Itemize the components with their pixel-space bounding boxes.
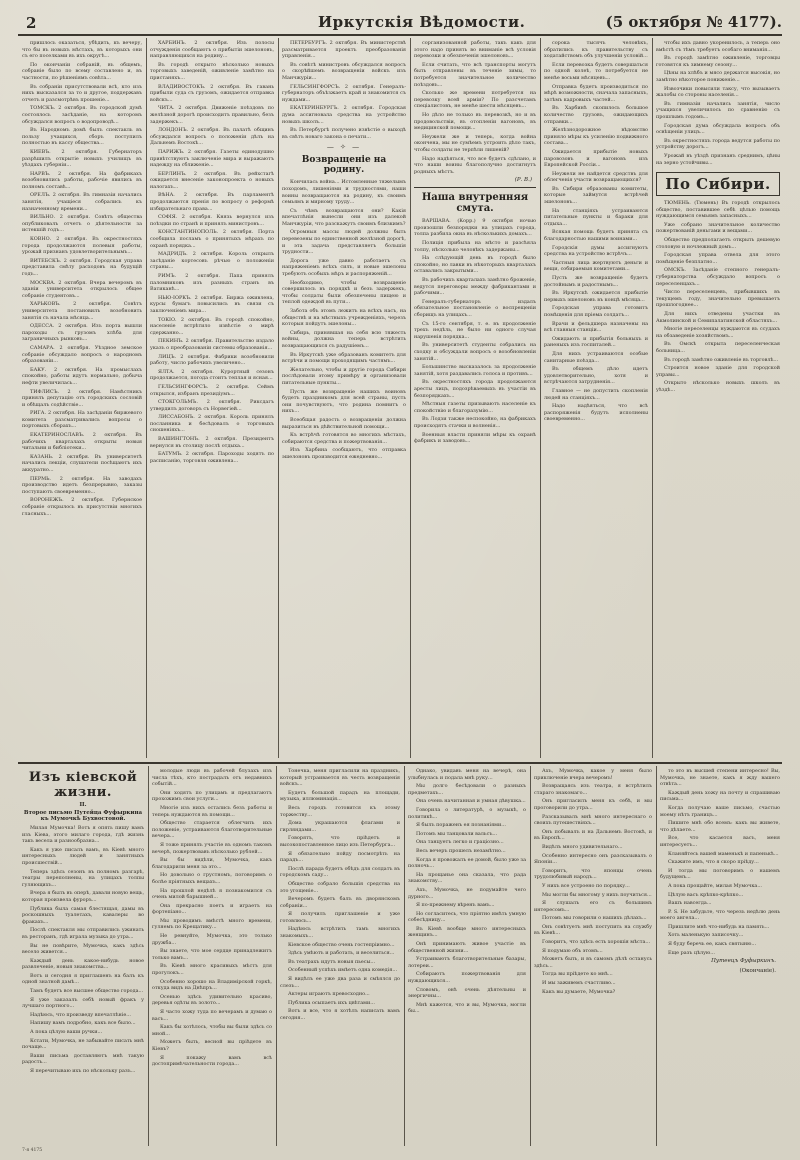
column-rule: [410, 38, 411, 758]
column-rule: [530, 766, 531, 1146]
column-2: ХАРБИНЪ. 2 октября. Изъ полосы отчужденія сообщаютъ о прибытіи эшелоновъ, направляющихся на родину... Въ городѣ открыто нѣсколько новыхъ торговыхъ заведеній, оживленіе замѣтно на пристаняхъ... ВЛАДИВОСТОКЪ. 2 октября. Въ гавань прибыли суда съ грузомъ, ожидается отправка войскъ... ЧИТА. 2 октября. Движеніе поѣздовъ по желѣзной дорогѣ происходитъ правильно, безъ задержекъ... ЛОНДОНЪ. 2 октября. Въ палатѣ общинъ обсуждался вопросъ о положеніи дѣлъ на Дальнемъ Востокѣ... ПАРИЖЪ. 2 октября. Газеты единодушно привѣтствуютъ заключеніе мира и выражаютъ надежду на сближеніе... БЕРЛИНЪ. 2 октября. Въ рейхстагѣ ожидается внесеніе законопроекта о новыхъ налогахъ... ВѢНА. 2 октября. Въ парламентѣ продолжаются пренія по вопросу о реформѣ избирательнаго права... СОФІЯ. 2 октября. Князь вернулся изъ поѣздки по странѣ и принялъ министровъ... КОНСТАНТИНОПОЛЬ. 2 октября. Порта сообщила посламъ о принятыхъ мѣрахъ по охранѣ порядка... МАДРИДЪ. 2 октября. Король открылъ засѣданіе кортесовъ рѣчью о положеніи страны... РИМЪ. 2 октября. Папа принялъ паломниковъ изъ разныхъ странъ въ Ватиканѣ... НЬЮ-ІОРКЪ. 2 октября. Биржа оживлена, курсы бумагъ повысились въ связи съ заключеніемъ мира... ТОКІО. 2 октября. Въ городѣ спокойно, населеніе встрѣтило извѣстіе о мирѣ сдержанно... ПЕКИНЪ. 2 октября. Правительство издало указъ о преобразованіи системы образованія... ЛИЦЪ. 2 октября. Фабрики возобновили работу, число рабочихъ увеличено... ЯЛТА. 2 октября. Курортный сезонъ продолжается, погода стоитъ теплая и ясная... ГЕЛЬСИНГФОРСЪ. 2 октября. Сеймъ открылся, избранъ президіумъ... СТОКГОЛЬМЪ. 2 октября. Риксдагъ утвердилъ договоръ съ Норвегіей... ЛИССАБОНЪ. 2 октября. Король принялъ посланника и бесѣдовалъ о торговыхъ сношеніяхъ... ВАШИНГТОНЪ. 2 октября. Президентъ вернулся въ столицу послѣ отдыха... БАТУМЪ. 2 октября. Пароходы ходятъ по расписанію, торговля оживлена...: [150, 40, 274, 464]
page-number: 2: [26, 14, 37, 32]
ornament-divider: — ✧ —: [326, 143, 362, 152]
column-rule: [652, 38, 653, 758]
column-rule: [404, 766, 405, 1146]
lower-column-5: Ахъ, Мумочка, какое у меня было приключеніе вчера вечеромъ! Возвращаясь изъ театра, я встрѣтилъ стараго знакомаго... Онъ пригласилъ меня къ себѣ, и мы проговорили до утра... Разсказывалъ мнѣ много интереснаго о своихъ путешествіяхъ... Онъ побывалъ и на Дальнемъ Востокѣ, и въ Европѣ... Видѣлъ много удивительнаго... Особенно интересно онъ разсказывалъ о Японіи... Говоритъ, что японцы очень трудолюбивый народъ... У нихъ все устроено по порядку... Мы могли бы многому у нихъ поучиться... Я слушалъ его съ большимъ интересомъ... Потомъ мы говорили о нашихъ дѣлахъ... Онъ совѣтуетъ мнѣ поступить на службу въ Кіевѣ... Говоритъ, что здѣсь есть хорошія мѣста... Я подумаю объ этомъ... Можетъ быть, и въ самомъ дѣлѣ останусь здѣсь... Тогда вы пріѣдете ко мнѣ... И мы заживемъ счастливо... Какъ вы думаете, Мумочка?: [534, 768, 652, 995]
column-rule: [276, 766, 277, 1146]
column-3: ПЕТЕРБУРГЪ. 2 октября. Въ министерствѣ разсматривается проектъ преобразованія управленія... Въ совѣтѣ министровъ обсуждался вопросъ о скорѣйшемъ возвращеніи войскъ изъ Манчжуріи... ГЕЛЬСИНГФОРСЪ. 2 октября. Генералъ-губернаторъ объѣзжаетъ край и знакомится съ нуждами... ЕКАТЕРИНБУРГЪ. 2 октября. Городская дума ассигновала средства на устройство новыхъ школъ... Въ Петербургѣ получено извѣстіе о выходѣ въ свѣтъ новаго закона о печати... — ✧ — Возвращеніе на родину. Кончилась война... Истомленные тяжелымъ походомъ, лишеніями и трудностями, наши воины возвращаются на родину, къ своимъ семьямъ и мирному труду... Съ чѣмъ возвращаются они? Какія впечатлѣнія вынесли они изъ далекой Манчжуріи, что разскажутъ своимъ близкимъ? Огромныя массы людей должны быть перевезены по единственной желѣзной дорогѣ, и эта задача представляетъ большія трудности... Дорога уже давно работаетъ съ напряженіемъ всѣхъ силъ, и новые эшелоны требуютъ особыхъ мѣръ и распоряженій... Необходимо, чтобы возвращеніе совершилось въ порядкѣ и безъ задержекъ, чтобы солдаты были обезпечены пищею и теплой одеждой въ пути... Забота объ этомъ лежитъ на всѣхъ насъ, на обществѣ и на мѣстныхъ учрежденіяхъ, черезъ которыя пойдутъ эшелоны... Сибирь, принявшая на себя всю тяжесть войны, должна теперь встрѣтить возвращающихся съ радушіемъ... Въ Иркутскѣ уже образованъ комитетъ для встрѣчи и помощи проходящимъ частямъ... Желательно, чтобы и другіе города Сибири послѣдовали этому примѣру и организовали питательные пункты... Пусть же возвращеніе нашихъ воиновъ будетъ праздникомъ для всей страны, пусть они почувствуютъ, что родина помнитъ о нихъ... Всеобщая радость о возвращеніи должна выразиться въ дѣйствительной помощи... Къ встрѣчѣ готовятся во многихъ мѣстахъ, собираются средства и пожертвованія... Изъ Харбина сообщаютъ, что отправка эшелоновъ производится ежедневно...: [282, 40, 406, 460]
dateline-tyumen: ТЮМЕНЬ.: [664, 200, 691, 207]
section-title-kiev-life: Изъ кіевской жизни.: [28, 770, 138, 800]
siberia-title-box: [656, 172, 780, 196]
lower-column-6: то это въ высшей степени интересно! Вы, Мумочка, не знаете, какъ я жду вашего отвѣта... Каждый день хожу на почту и спрашиваю письма... Когда получаю ваше письмо, счастью моему нѣтъ границъ... Пишите мнѣ обо всемъ: какъ вы живете, что дѣлаете... Все, что касается васъ, меня интересуетъ... Кланяйтесь вашей маменькѣ и папенькѣ... Скажите имъ, что я скоро пріѣду... И тогда мы поговоримъ о нашемъ будущемъ... А пока прощайте, милая Мумочка... Цѣлую васъ крѣпко-крѣпко... Вашъ навсегда... P. S. Не забудьте, что черезъ недѣлю день моего ангела... Пришлите мнѣ что-нибудь на память... Хоть маленькую записочку... Я буду беречь ее, какъ святыню... Еще разъ цѣлую... Путеецъ Фуфыркинъ. (Окончаніе).: [660, 768, 780, 975]
lower-column-3: Тонечка, меня пригласили на праздникъ, который устраивается въ честь возвращенія войскъ... Будетъ большой парадъ на площади, музыка, иллюминація... Весь городъ готовится къ этому торжеству... Дома украшаются флагами и гирляндами... Говорятъ, что пріѣдетъ и высокопоставленное лицо изъ Петербурга... Я обязательно пойду посмотрѣть на парадъ... Послѣ парада будетъ обѣдъ для солдатъ въ городскомъ саду... Общество собрало большія средства на это угощеніе... Вечеромъ будетъ балъ въ дворянскомъ собраніи... Я получилъ приглашеніе и уже готовлюсь... Надѣюсь встрѣтить тамъ многихъ знакомыхъ... Кіевское общество очень гостепріимно... Здѣсь умѣютъ и работать, и веселиться... Въ театрахъ идутъ новыя пьесы... Особенный успѣхъ имѣетъ одна комедія... Я видѣлъ ее уже два раза и смѣялся до слезъ... Актеры играютъ превосходно... Публика осыпаетъ ихъ цвѣтами... Вотъ и все, что я хотѣлъ написать вамъ сегодня...: [280, 768, 400, 1021]
footer-mark: 7-я 4175: [22, 1148, 43, 1153]
column-rule: [656, 766, 657, 1146]
column-rule: [146, 38, 147, 758]
lower-column-2: молодые люди въ рабочей блузахъ изъ числа тѣхъ, кто пострадалъ отъ недавнихъ событій... Они ходятъ по улицамъ и предлагаютъ прохожимъ свои услуги... Многіе изъ нихъ остались безъ работы и теперь нуждаются въ помощи... Общество старается облегчить ихъ положеніе, устраиваются благотворительные вечера... Я тоже принялъ участіе въ одномъ такомъ вечерѣ, пожертвовавъ нѣсколько рублей... Вы бы видѣли, Мумочка, какъ благодарили меня за это... Но довольно о грустномъ, поговоримъ о болѣе пріятныхъ вещахъ... На прошлой недѣлѣ я познакомился съ очень милой барышней... Она прекрасно поетъ и играетъ на фортепіано... Мы проводимъ вмѣстѣ много времени, гуляемъ по Крещатику... Не ревнуйте, Мумочка, это только дружба... Вы знаете, что мое сердце принадлежитъ только вамъ... Въ Кіевѣ много красивыхъ мѣстъ для прогулокъ... Особенно хорошо на Владимірской горкѣ, откуда видъ на Днѣпръ... Осенью здѣсь удивительно красиво, деревья одѣты въ золото... Я часто хожу туда по вечерамъ и думаю о васъ... Какъ бы хотѣлось, чтобы вы были здѣсь со мной... Можетъ быть, весной вы пріѣдете въ Кіевъ? Я покажу вамъ всѣ достопримѣчательности города...: [152, 768, 272, 1068]
issue-date: (5 октября № 4177).: [605, 13, 782, 31]
column-rule: [148, 766, 149, 1146]
column-rule: [278, 38, 279, 758]
column-1: пришлось оказаться, убѣдить, къ вечеру, что бы въ новыхъ мѣстахъ, въ которыхъ они съ его поселками въ ихъ округѣ... По окончаніи собраній, въ общемъ, собраніе было по всему составлено и, въ частности, по рѣшеніямъ совѣта... Въ собраніи присутствовали всѣ, кто изъ нихъ высказался за то и другое, поддержавъ отчетъ и разсмотрѣвъ прошеніе... ТОМСКЪ. 2 октября. Въ городской думѣ состоялось засѣданіе, на которомъ обсуждался вопросъ о водопроводѣ... Въ Народномъ домѣ былъ спектакль въ пользу учащихся, сборъ поступилъ полностью въ кассу общества... КИЕВЪ. 2 октября. Губернаторъ разрѣшилъ открытіе новыхъ училищъ въ уѣздахъ губерніи... НАРВЪ. 2 октября. На фабрикахъ возобновились работы, рабочіе явились въ полномъ составѣ... ОРЕЛЪ. 2 октября. Въ гимназіи начались занятія, учащіеся собрались къ назначенному времени... ВИЛЬНО. 2 октября. Совѣтъ общества опубликовалъ отчетъ о дѣятельности за истекшій годъ... КОВНО. 2 октября. Въ окрестностяхъ города продолжаются полевыя работы, урожай признанъ удовлетворительнымъ... ВИТЕБСКЪ. 2 октября. Городская управа представила смѣту расходовъ на будущій годъ... МОСКВА. 2 октября. Вчера вечеромъ въ зданіи университета открылось общее собраніе студентовъ... ХАРЬКОВЪ. 2 октября. Совѣтъ университета постановилъ возобновить занятія съ начала мѣсяца... ОДЕССА. 2 октября. Изъ порта вышли пароходы съ грузомъ хлѣба для заграничныхъ рынковъ... САМАРА. 2 октября. Уѣздное земское собраніе обсуждало вопросъ о народномъ образованіи... БАКУ. 2 октября. На промыслахъ спокойно, работы идутъ нормально, добыча нефти увеличилась... ТИФЛИСЪ. 2 октября. Намѣстникъ принялъ депутацію отъ городскихъ сословій и обѣщалъ содѣйствіе... РИГА. 2 октября. На засѣданіи биржевого комитета разсматривались вопросы о портовыхъ сборахъ... ЕКАТЕРИНОСЛАВЪ. 2 октября. Въ рабочихъ кварталахъ открыты новыя читальни и библіотеки... КАЗАНЬ. 2 октября. Въ университетѣ начались лекціи, слушатели посѣщаютъ ихъ аккуратно... ПЕРМЬ. 2 октября. На заводахъ производство идетъ безпрерывно, заказы поступаютъ своевременно... ВОРОНЕЖЪ. 2 октября. Губернское собраніе открылось въ присутствіи многихъ гласныхъ...: [22, 40, 142, 517]
kiev-subtitle: Второе письмо Путейца Фуфыркина къ Мумочкѣ Бухвостовой.: [23, 810, 143, 822]
section-title-siberia: По Сибири.: [665, 175, 771, 194]
lower-column-4: Однако, увидавъ меня на вечерѣ, она улыбнулась и подала мнѣ руку... Мы долго бесѣдовали о разныхъ предметахъ... Она очень начитанная и умная дѣвушка... Говорила о литературѣ, о музыкѣ, о политикѣ... Я былъ пораженъ ея познаніями... Потомъ мы танцовали вальсъ... Она танцуетъ легко и граціозно... Весь вечеръ прошелъ незамѣтно... Когда я провожалъ ее домой, было уже за полночь... На прощанье она сказала, что рада знакомству... Ахъ, Мумочка, не подумайте чего дурного... Я по-прежнему вѣренъ вамъ... Но согласитесь, что пріятно имѣть умную собесѣдницу... Въ Кіевѣ вообще много интересныхъ женщинъ... Онѣ принимаютъ живое участіе въ общественной жизни... Устраиваютъ благотворительные базары, лотереи... Собираютъ пожертвованія для нуждающихся... Словомъ, онѣ очень дѣятельны и энергичны... Мнѣ кажется, что и вы, Мумочка, могли бы...: [408, 768, 526, 1015]
section-title-inner-unrest: Наша внутренняя смута.: [421, 192, 529, 215]
signature: Путеецъ Фуфыркинъ.: [711, 958, 776, 965]
column-6: чтобы ихъ давно укоренилось, а теперь оно вмѣстѣ съ тѣмъ требуетъ особаго вниманія... Въ городѣ замѣтно оживленіе, торговцы готовятся къ зимнему сезону... Цѣны на хлѣбъ и мясо держатся высокія, но замѣтно нѣкоторое пониженіе... Извозчики повысили таксу, что вызываетъ жалобы со стороны населенія... Въ гимназіи начались занятія, число учащихся увеличилось по сравненію съ прошлымъ годомъ... Городская дума обсуждала вопросъ объ освѣщеніи улицъ... Въ окрестностяхъ города ведутся работы по устройству дорогъ... Урожай въ уѣздѣ признанъ среднимъ, цѣны на зерно устойчивы... По Сибири. ТЮМЕНЬ. (Тюмень) Въ городѣ открылось общество, поставившее себѣ цѣлью помощь нуждающимся семьямъ запасныхъ... Уже собрано значительное количество пожертвованій деньгами и вещами... Общество предполагаетъ открыть дешевую столовую и ночлежный домъ... Городская управа отвела для этого помѣщеніе безплатно... ОМСКЪ. Засѣданіе степного генералъ-губернаторства обсуждало вопросъ о переселенцахъ... Число переселенцевъ, прибывшихъ въ текущемъ году, значительно превышаетъ прошлогоднее... Для нихъ отведены участки въ Акмолинской и Семипалатинской областяхъ... Многіе переселенцы нуждаются въ ссудахъ на обзаведеніе хозяйствомъ... Въ Омскѣ открыта переселенческая больница... Въ городѣ замѣтно оживленіе въ торговлѣ... Строится новое зданіе для городской управы... Открыто нѣсколько новыхъ школъ въ уѣздѣ...: [656, 40, 780, 393]
page-header: [18, 10, 782, 36]
dateline-warsaw: ВАРШАВА. (Корр.): [422, 218, 476, 225]
kiev-part: II.: [79, 802, 87, 808]
lower-column-1: Изъ кіевской жизни. II. Второе письмо Путейца Фуфыркина къ Мумочкѣ Бухвостовой. Милая Мумочка! Вотъ я опять пишу вамъ изъ Кіева, этого милаго города, гдѣ жизнь такъ весела и разнообразна... Какъ я уже писалъ вамъ, въ Кіевѣ много интересныхъ людей и занятныхъ происшествій... Теперь здѣсь сезонъ въ полномъ разгарѣ, театры переполнены, на улицахъ толпы гуляющихъ... Вчера я былъ въ оперѣ, давали новую вещь, которая произвела фуроръ... Публика была самая блестящая, дамы въ роскошныхъ туалетахъ, кавалеры во фракахъ... Послѣ спектакля мы отправились ужинать въ ресторанъ, гдѣ играла музыка до утра... Вы не повѣрите, Мумочка, какъ здѣсь весело живется... Каждый день какое-нибудь новое развлеченіе, новыя знакомства... Вотъ и сегодня я приглашенъ на балъ къ одной знатной дамѣ... Тамъ будетъ все высшее общество города... Я уже заказалъ себѣ новый фракъ у лучшаго портного... Надѣюсь, что произведу впечатлѣніе... Напишу вамъ подробно, какъ все было... А пока цѣлую ваши ручки... Кстати, Мумочка, не забывайте писать мнѣ почаще... Ваши письма доставляютъ мнѣ такую радость... Я перечитываю ихъ по нѣскольку разъ...: [22, 770, 144, 1074]
section-divider: [18, 762, 782, 764]
column-rule: [540, 38, 541, 758]
column-4: сорганизованной работы, такъ какъ для этого надо принять во вниманіе всѣ условія перевозки и обезпеченія эшелоновъ... Если считать, что всѣ транспорты могутъ быть отправлены въ теченіе зимы, то потребуется значительное количество поѣздовъ... Сколько же времени потребуется на перевозку всей арміи? По разсчетамъ спеціалистовъ, не менѣе шести мѣсяцевъ... Но дѣло не только въ перевозкѣ, но и въ продовольствіи, въ отопленіи вагоновъ, въ медицинской помощи... Неужели же и теперь, когда война окончена, мы не сумѣемъ устроить дѣло такъ, чтобы солдаты не терпѣли лишеній? Надо надѣяться, что все будетъ сдѣлано, и что наши воины благополучно достигнутъ родныхъ мѣстъ. (Р. В.) Наша внутренняя смута. ВАРШАВА. (Корр.) 9 октября ночью произошли безпорядки на улицахъ города, толпа разбила окна въ нѣсколькихъ домахъ... Полиція прибыла на мѣсто и разсѣяла толпу, нѣсколько человѣкъ задержаны... На слѣдующій день въ городѣ было спокойно, но лавки въ нѣкоторыхъ кварталахъ оставались закрытыми... Въ рабочихъ кварталахъ замѣтно броженіе, ведутся переговоры между фабрикантами и рабочими... Генералъ-губернаторъ издалъ обязательное постановленіе о воспрещеніи сборищъ на улицахъ... Съ 15-го сентября, т. е. въ продолженіе трехъ недѣль, не было ни одного случая нарушенія порядка... Въ университетѣ студенты собрались на сходку и обсуждали вопросъ о возобновленіи занятій... Большинство высказалось за продолженіе занятій, хотя раздавались голоса и противъ... Въ окрестностяхъ города продолжаются аресты лицъ, подозрѣваемыхъ въ участіи въ безпорядкахъ... Мѣстныя газеты призываютъ населеніе къ спокойствію и благоразумію... Въ Лодзи также неспокойно, на фабрикахъ происходятъ стачки и волненія... Военныя власти приняли мѣры къ охранѣ фабрикъ и заводовъ...: [414, 40, 536, 445]
dateline-omsk: ОМСКЪ.: [664, 267, 686, 274]
newspaper-title: Иркутскія Вѣдомости.: [318, 13, 526, 31]
column-5: сорока тысячъ человѣкъ, обратились къ правительству съ ходатайствомъ объ улучшеніи условій... Если перевозка будетъ совершаться по одной колеѣ, то потребуется не менѣе восьми мѣсяцевъ... Отправка будетъ производиться по мѣрѣ возможности, сначала запасныхъ, затѣмъ кадровыхъ частей... Въ Харбинѣ скопилось большое количество грузовъ, ожидающихъ отправки... Желѣзнодорожное вѣдомство приняло мѣры къ усиленію подвижного состава... Ожидается прибытіе новыхъ паровозовъ и вагоновъ изъ Европейской Россіи... Неужели не найдется средствъ для облегченія участи возвращающихся? Въ Сибири образованы комитеты, которые займутся встрѣчей эшелоновъ... На станціяхъ устраиваются питательные пункты и бараки для отдыха... Всякая помощь будетъ принята съ благодарностью нашими воинами... Городскія думы ассигнуютъ средства на устройство встрѣчъ... Частныя лица жертвуютъ деньги и вещи, собираемыя комитетами... Пусть же возвращеніе будетъ достойнымъ и радостнымъ... Въ Иркутскѣ ожидается прибытіе первыхъ эшелоновъ въ концѣ мѣсяца... Городская управа готовитъ помѣщенія для пріема солдатъ... Врачи и фельдшера назначены на всѣ главныя станціи... Ожидаютъ и прибытія больныхъ и раненыхъ изъ госпиталей... Для нихъ устраиваются особые санитарные поѣзда... Въ общемъ дѣло идетъ удовлетворительно, хотя и встрѣчаются затрудненія... Главное — не допустить скопленія людей на станціяхъ... Надо надѣяться, что всѣ распоряженія будутъ исполнены своевременно...: [544, 40, 648, 423]
signature-note: (Окончаніе).: [739, 968, 776, 975]
section-title-return-home: Возвращеніе на родину.: [301, 155, 387, 176]
